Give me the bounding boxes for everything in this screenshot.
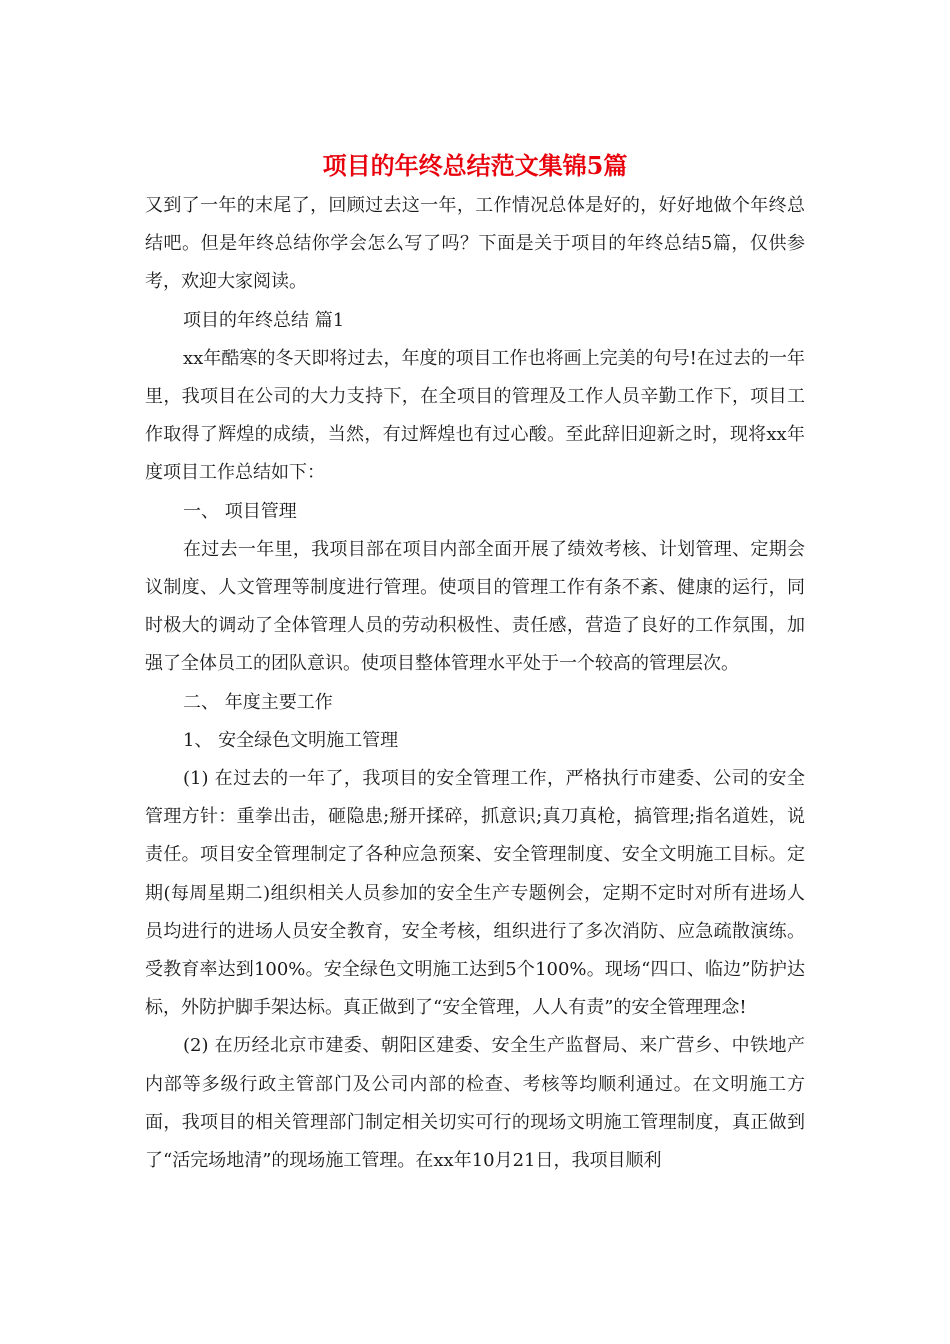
heading-safety-civilized-construction: 1、 安全绿色文明施工管理 (183, 729, 399, 751)
safety-paragraph-1: (1) 在过去的一年了，我项目的安全管理工作，严格执行市建委、公司的安全管理方针：重拳出击，砸隐患;掰开揉碎，抓意识;真刀真枪，搞管理;指名道姓，说责任。项目安全管理制定了各种应急预案、安全管理制度、安全文明施工目标。定期(每周星期二)组织相关人员参加的安全生产专题例会，定期不定时对所有进场人员均进行的进场人员安全教育，安全考核，组织进行了多次消防、应急疏散演练。受教育率达到100%。安全绿色文明施工达到5个100%。现场“四口、临边”防护达标，外防护脚手架达标。真正做到了“安全管理，人人有责”的安全管理理念! (145, 768, 805, 1019)
project-management-paragraph: 在过去一年里，我项目部在项目内部全面开展了绩效考核、计划管理、定期会议制度、人文管理等制度进行管理。使项目的管理工作有条不紊、健康的运行，同时极大的调动了全体管理人员的劳动积极性、责任感，营造了良好的工作氛围，加强了全体员工的团队意识。使项目整体管理水平处于一个较高的管理层次。 (145, 538, 805, 675)
heading-project-management: 一、 项目管理 (183, 500, 297, 522)
intro-paragraph: 又到了一年的末尾了，回顾过去这一年，工作情况总体是好的，好好地做个年终总结吧。但是年终总结你学会怎么写了吗？下面是关于项目的年终总结5篇，仅供参考，欢迎大家阅读。 (145, 195, 805, 293)
part1-opening-paragraph: xx年酷寒的冬天即将过去，年度的项目工作也将画上完美的句号!在过去的一年里，我项目在公司的大力支持下，在全项目的管理及工作人员辛勤工作下，项目工作取得了辉煌的成绩，当然，有过辉煌也有过心酸。至此辞旧迎新之时，现将xx年度项目工作总结如下： (145, 347, 805, 484)
document-body (145, 187, 805, 1180)
heading-annual-main-work: 二、 年度主要工作 (183, 691, 333, 713)
safety-paragraph-2: (2) 在历经北京市建委、朝阳区建委、安全生产监督局、来广营乡、中铁地产内部等多级行政主管部门及公司内部的检查、考核等均顺利通过。在文明施工方面，我项目的相关管理部门制定相关切实可行的现场文明施工管理制度，真正做到了“活完场地清”的现场施工管理。在xx年10月21日，我项目顺利 (145, 1035, 805, 1172)
document-title: 项目的年终总结范文集锦5篇 (322, 151, 628, 180)
section-heading-part1: 项目的年终总结 篇1 (183, 309, 345, 331)
